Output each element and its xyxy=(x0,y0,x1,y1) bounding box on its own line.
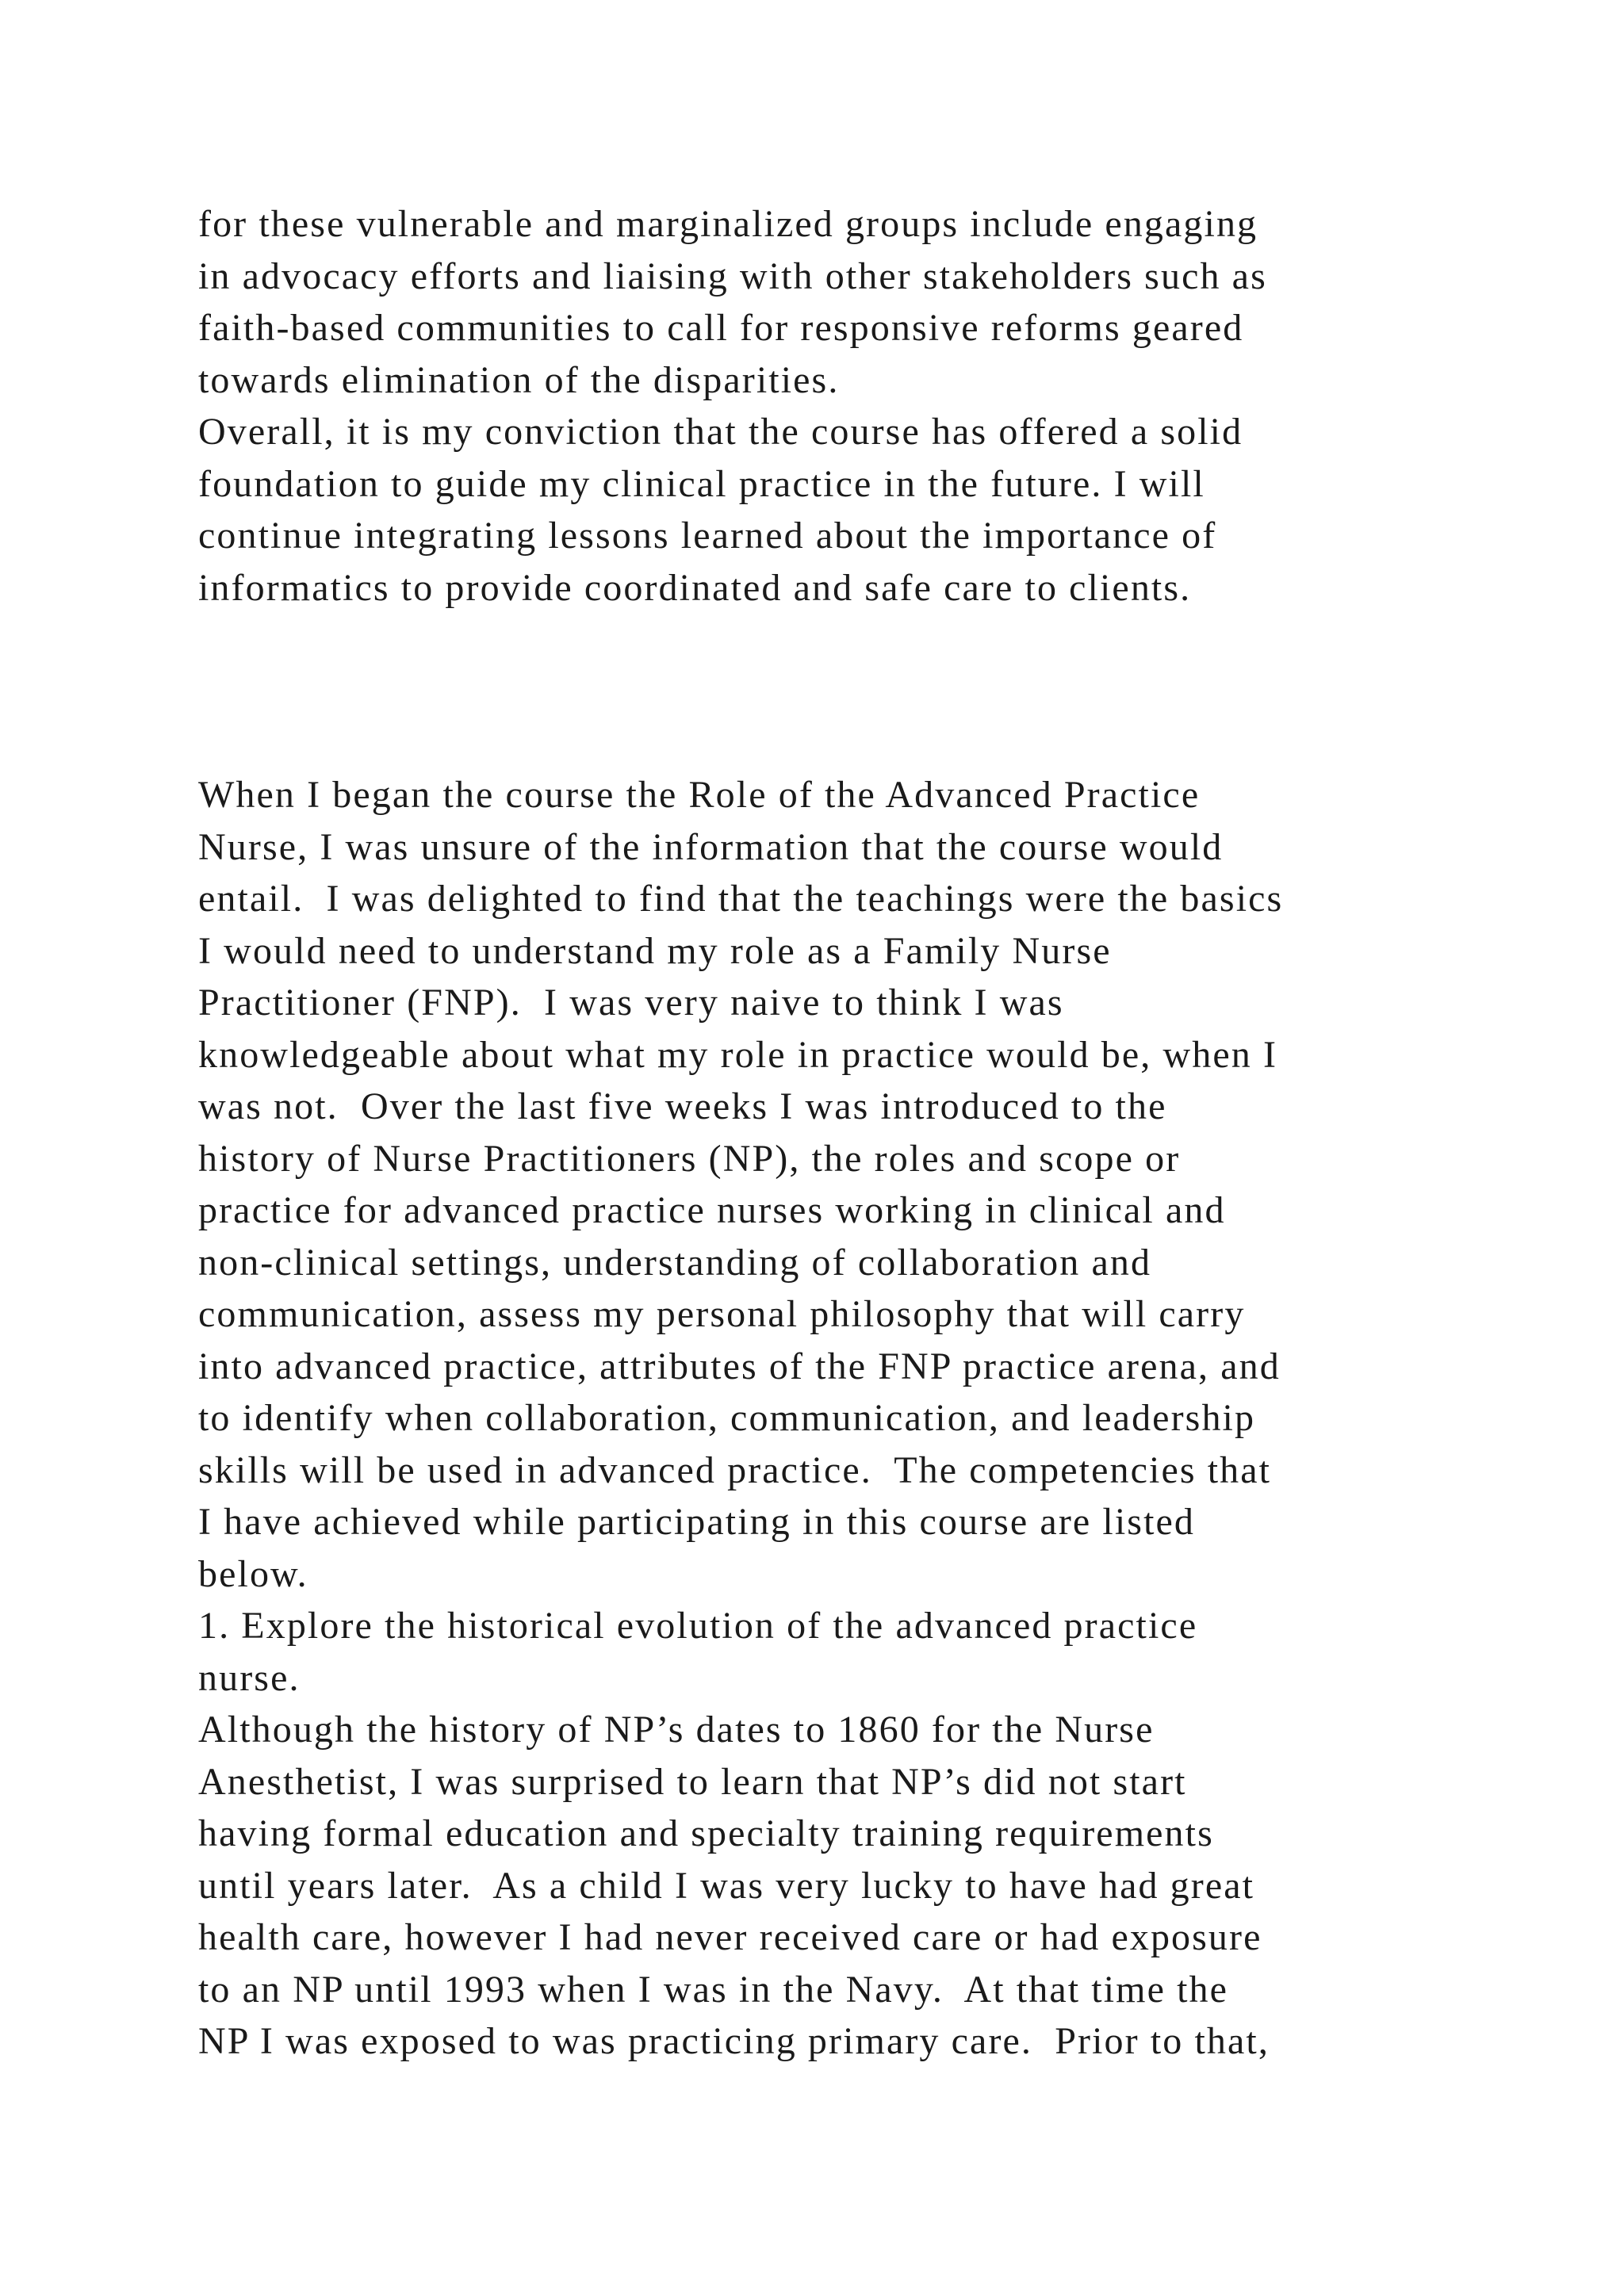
text-line: continue integrating lessons learned about the importance of xyxy=(198,515,1217,557)
text-line: knowledgeable about what my role in practice would be, when I xyxy=(198,1033,1278,1076)
text-line: for these vulnerable and marginalized groups include engaging xyxy=(198,203,1258,245)
text-line: skills will be used in advanced practice. The competencies that xyxy=(198,1448,1272,1491)
text-line: entail. I was delighted to find that the teachings were the basics xyxy=(198,878,1284,920)
text-line: until years later. As a child I was very lucky to have had great xyxy=(198,1864,1255,1907)
text-line: I would need to understand my role as a Family Nurse xyxy=(198,929,1112,972)
text-line: Overall, it is my conviction that the course has offered a solid xyxy=(198,411,1243,453)
text-line: informatics to provide coordinated and safe care to clients. xyxy=(198,566,1192,609)
text-line: Anesthetist, I was surprised to learn that NP’s did not start xyxy=(198,1760,1187,1803)
text-line: When I began the course the Role of the Advanced Practice xyxy=(198,774,1201,816)
text-line: to identify when collaboration, communication, and leadership xyxy=(198,1397,1256,1439)
text-line: nurse. xyxy=(198,1656,301,1699)
text-line: in advocacy efforts and liaising with other stakeholders such as xyxy=(198,254,1267,297)
text-line: non-clinical settings, understanding of collaboration and xyxy=(198,1241,1152,1284)
text-line: towards elimination of the disparities. xyxy=(198,358,840,401)
text-line: practice for advanced practice nurses working in clinical and xyxy=(198,1189,1226,1231)
text-line: communication, assess my personal philosophy that will carry xyxy=(198,1293,1246,1335)
text-line: Although the history of NP’s dates to 1860 for the Nurse xyxy=(198,1709,1155,1751)
text-block-closing xyxy=(198,198,1483,614)
text-line: I have achieved while participating in this course are listed xyxy=(198,1501,1196,1543)
text-line: into advanced practice, attributes of the FNP practice arena, and xyxy=(198,1345,1281,1387)
text-line: history of Nurse Practitioners (NP), the roles and scope or xyxy=(198,1137,1181,1180)
text-line: 1. Explore the historical evolution of the advanced practice xyxy=(198,1605,1198,1647)
text-line: below. xyxy=(198,1552,308,1595)
text-block-reflection xyxy=(198,769,1483,2068)
text-line: NP I was exposed to was practicing primary care. Prior to that, xyxy=(198,2020,1270,2062)
text-line: Practitioner (FNP). I was very naive to think I was xyxy=(198,982,1064,1024)
text-line: was not. Over the last five weeks I was introduced to the xyxy=(198,1085,1167,1127)
text-line: foundation to guide my clinical practice in the future. I will xyxy=(198,462,1205,505)
text-line: health care, however I had never received care or had exposure xyxy=(198,1916,1262,1958)
text-line: having formal education and specialty training requirements xyxy=(198,1812,1214,1854)
text-line: Nurse, I was unsure of the information that the course would xyxy=(198,825,1224,868)
text-line: faith-based communities to call for responsive reforms geared xyxy=(198,307,1244,349)
text-line: to an NP until 1993 when I was in the Navy. At that time the xyxy=(198,1968,1229,2011)
